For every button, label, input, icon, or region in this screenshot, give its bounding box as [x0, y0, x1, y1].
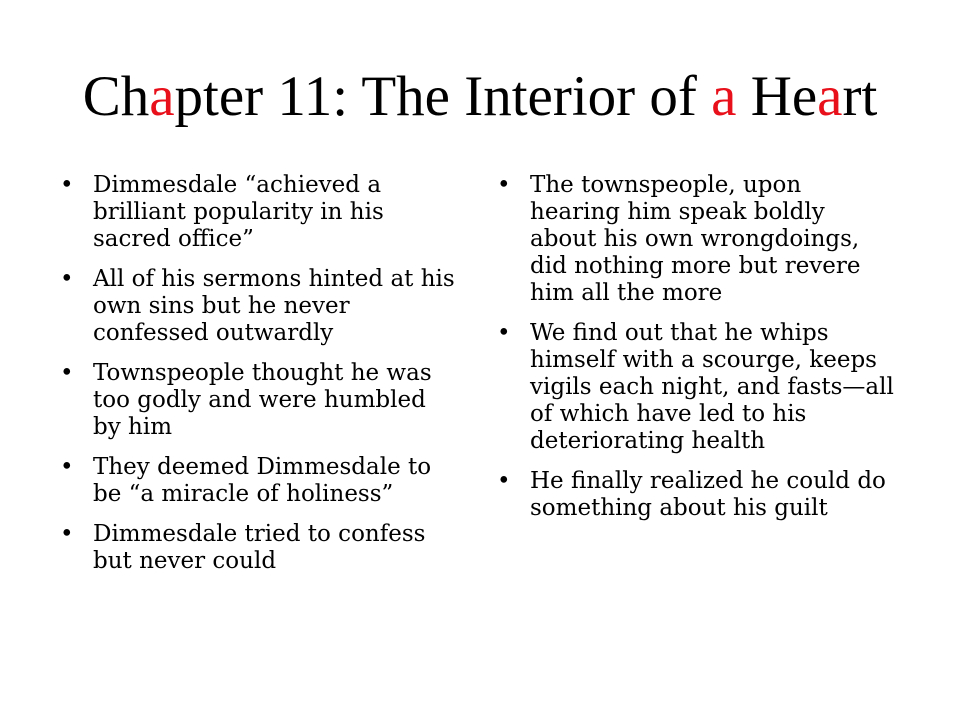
bullet-dot-icon: •	[497, 468, 511, 494]
bullet-dot-icon: •	[60, 521, 74, 547]
bullet-text: He finally realized he could do something about his guilt	[530, 468, 886, 521]
bullet-dot-icon: •	[60, 266, 74, 292]
right-bullet-list	[497, 172, 897, 535]
bullet-item	[497, 320, 897, 455]
bullet-item	[60, 172, 460, 253]
bullet-text: All of his sermons hinted at his own sins but he never confessed outwardly	[93, 266, 455, 346]
bullet-text: We find out that he whips himself with a scourge, keeps vigils each night, and fasts—all of which have led to his deteriorating health	[530, 320, 894, 454]
bullet-text: Dimmesdale “achieved a brilliant popularity in his sacred office”	[93, 172, 384, 252]
slide-title	[0, 62, 960, 132]
bullet-item	[497, 172, 897, 307]
bullet-item	[60, 454, 460, 508]
bullet-dot-icon: •	[60, 454, 74, 480]
bullet-item	[60, 266, 460, 347]
bullet-dot-icon: •	[497, 172, 511, 198]
bullet-item	[60, 360, 460, 441]
left-bullet-list	[60, 172, 460, 588]
title-accent-letter: a	[817, 65, 843, 128]
bullet-dot-icon: •	[497, 320, 511, 346]
bullet-text: They deemed Dimmesdale to be “a miracle of holiness”	[93, 454, 432, 507]
bullet-dot-icon: •	[60, 360, 74, 386]
title-part: He	[736, 65, 818, 128]
bullet-dot-icon: •	[60, 172, 74, 198]
bullet-text: The townspeople, upon hearing him speak boldly about his own wrongdoings, did nothing more but revere him all the more	[530, 172, 861, 306]
title-part: rt	[842, 65, 878, 128]
title-accent-letter: a	[149, 65, 175, 128]
title-accent-letter: a	[711, 65, 737, 128]
bullet-item	[497, 468, 897, 522]
title-part: Ch	[82, 65, 150, 128]
bullet-text: Townspeople thought he was too godly and were humbled by him	[93, 360, 432, 440]
title-part: pter 11: The Interior of	[174, 65, 712, 128]
bullet-item	[60, 521, 460, 575]
bullet-text: Dimmesdale tried to confess but never could	[93, 521, 426, 574]
